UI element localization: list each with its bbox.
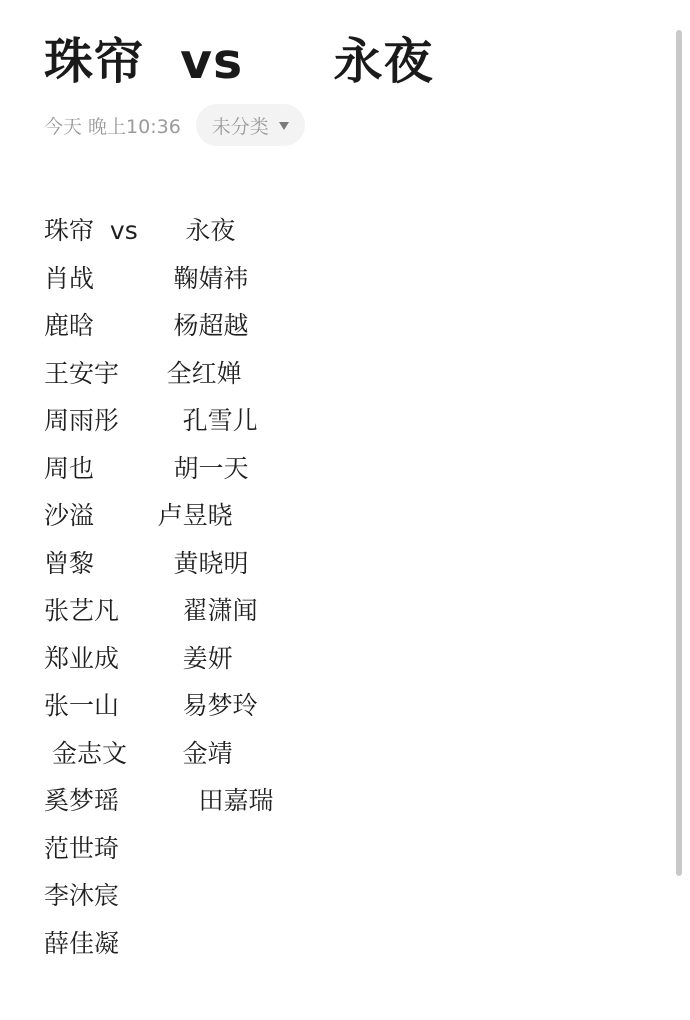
note-line: 沙溢 卢昱晓	[44, 501, 233, 530]
note-line: 周也 胡一天	[44, 453, 249, 483]
caret-down-icon	[279, 122, 289, 130]
note-line: 王安宇 全红婵	[44, 358, 242, 388]
vertical-scrollbar[interactable]	[676, 30, 682, 876]
note-line: 肖战 鞠婧祎	[44, 263, 249, 293]
note-line: 金志文 金靖	[44, 738, 233, 768]
note-line: 薛佳凝	[44, 928, 120, 958]
category-dropdown[interactable]	[196, 104, 305, 146]
note-line: 范世琦	[44, 833, 120, 863]
note-line: 曾黎 黄晓明	[44, 548, 249, 578]
note-line: 张艺凡 翟潇闻	[44, 596, 258, 625]
note-line: 郑业成 姜妍	[44, 643, 233, 673]
note-body[interactable]	[44, 207, 273, 967]
note-line: 周雨彤 孔雪儿	[44, 406, 258, 435]
note-timestamp: 今天 晚上10:36	[44, 115, 181, 138]
note-line: 珠帘 vs 永夜	[44, 216, 236, 245]
note-title: 珠帘 vs 永夜	[44, 33, 434, 90]
note-line: 鹿晗 杨超越	[44, 311, 249, 340]
note-meta	[44, 103, 305, 147]
note-line: 李沐宸	[44, 881, 120, 910]
category-label: 未分类	[211, 115, 269, 138]
note-line: 张一山 易梦玲	[44, 691, 258, 720]
note-line: 奚梦瑶 田嘉瑞	[44, 786, 274, 815]
